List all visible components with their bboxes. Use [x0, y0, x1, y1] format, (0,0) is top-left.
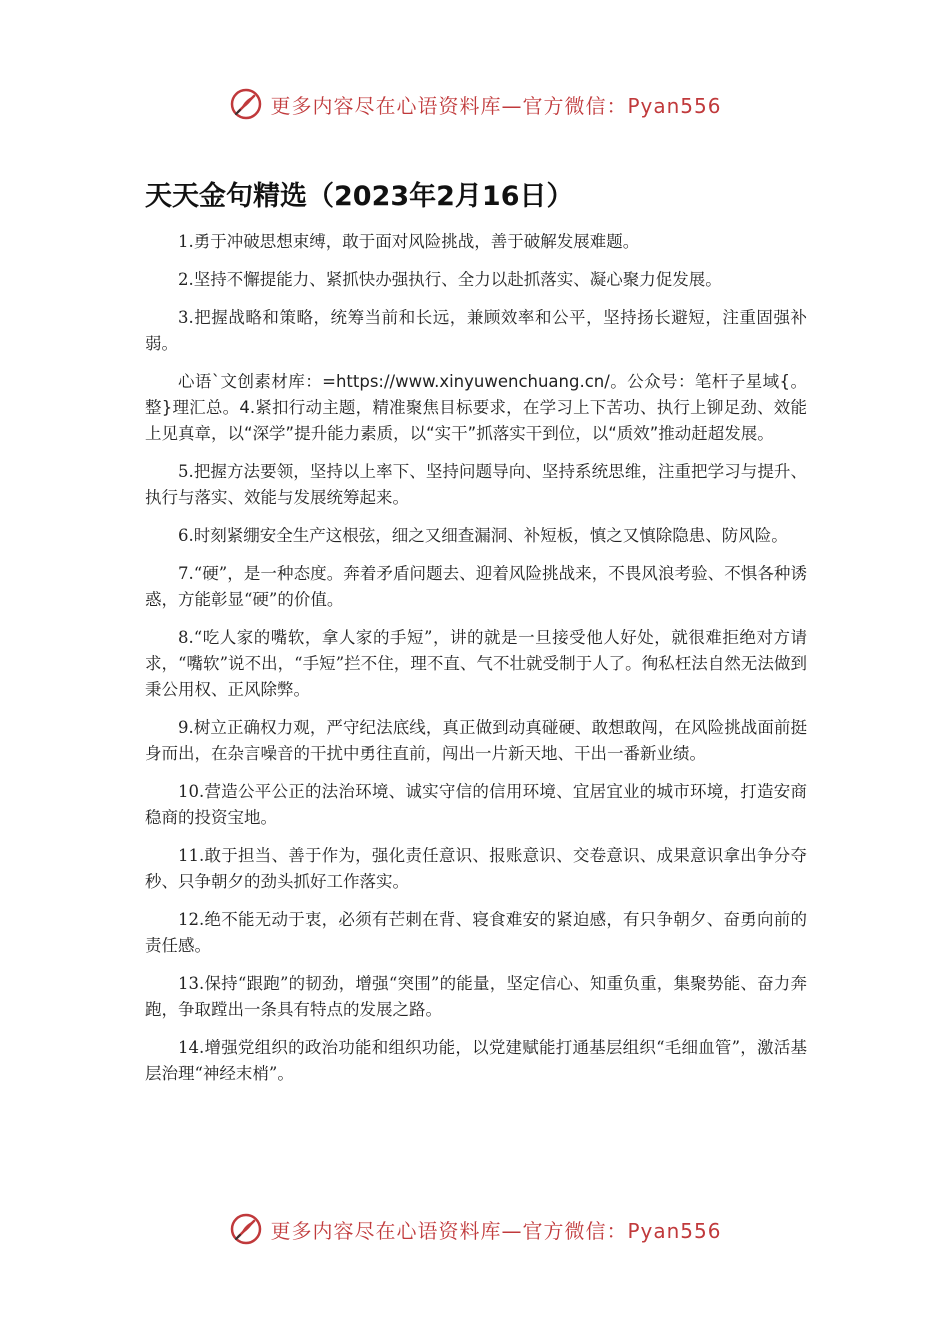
paragraph-10: 10.营造公平公正的法治环境、诚实守信的信用环境、宜居宜业的城市环境，打造安商稳商的投资宝地。: [145, 782, 807, 827]
paragraph-2: 2.坚持不懈提能力、紧抓快办强执行、全力以赴抓落实、凝心聚力促发展。: [178, 270, 722, 289]
paragraph-9: 9.树立正确权力观，严守纪法底线，真正做到动真碰硬、敢想敢闯，在风险挑战面前挺身而出，在杂言噪音的干扰中勇往直前，闯出一片新天地、干出一番新业绩。: [145, 718, 807, 763]
banner-text: 更多内容尽在心语资料库—官方微信：Pyan556: [270, 1218, 722, 1243]
quill-logo-icon: [228, 1211, 264, 1247]
quill-logo-icon: [228, 86, 264, 122]
paragraph-11: 11.敢于担当、善于作为，强化责任意识、报账意识、交卷意识、成果意识拿出争分夺秒、只争朝夕的劲头抓好工作落实。: [145, 846, 807, 891]
paragraph-7: 7.“硬”，是一种态度。奔着矛盾问题去、迎着风险挑战来，不畏风浪考验、不惧各种诱惑，方能彰显“硬”的价值。: [145, 564, 807, 609]
header-banner: [0, 84, 950, 124]
banner-text: 更多内容尽在心语资料库—官方微信：Pyan556: [270, 93, 722, 118]
paragraph-4: 心语`文创素材库：=https://www.xinyuwenchuang.cn/。公众号：笔杆子星域{。整}理汇总。4.紧扣行动主题，精准聚焦目标要求，在学习上下苦功、执行上铆足劲、效能上见真章，以“深学”提升能力素质，以“实干”抓落实干到位，以“质效”推动赶超发展。: [145, 372, 807, 443]
paragraph-6: 6.时刻紧绷安全生产这根弦，细之又细查漏洞、补短板，慎之又慎除隐患、防风险。: [178, 526, 788, 545]
paragraph-1: 1.勇于冲破思想束缚，敢于面对风险挑战，善于破解发展难题。: [178, 232, 640, 251]
document-body: [145, 229, 807, 1099]
footer-banner: [0, 1209, 950, 1249]
paragraph-5: 5.把握方法要领，坚持以上率下、坚持问题导向、坚持系统思维，注重把学习与提升、执行与落实、效能与发展统筹起来。: [145, 462, 807, 507]
page-title: 天天金句精选（2023年2月16日）: [145, 181, 574, 212]
paragraph-14: 14.增强党组织的政治功能和组织功能，以党建赋能打通基层组织“毛细血管”，激活基层治理“神经末梢”。: [145, 1038, 807, 1083]
paragraph-8: 8.“吃人家的嘴软，拿人家的手短”，讲的就是一旦接受他人好处，就很难拒绝对方请求，“嘴软”说不出，“手短”拦不住，理不直、气不壮就受制于人了。徇私枉法自然无法做到秉公用权、正风除弊。: [145, 628, 807, 699]
paragraph-13: 13.保持“跟跑”的韧劲，增强“突围”的能量，坚定信心、知重负重，集聚势能、奋力奔跑，争取蹚出一条具有特点的发展之路。: [145, 974, 807, 1019]
paragraph-3: 3.把握战略和策略，统筹当前和长远，兼顾效率和公平，坚持扬长避短，注重固强补弱。: [145, 308, 807, 353]
paragraph-12: 12.绝不能无动于衷，必须有芒刺在背、寝食难安的紧迫感，有只争朝夕、奋勇向前的责任感。: [145, 910, 807, 955]
